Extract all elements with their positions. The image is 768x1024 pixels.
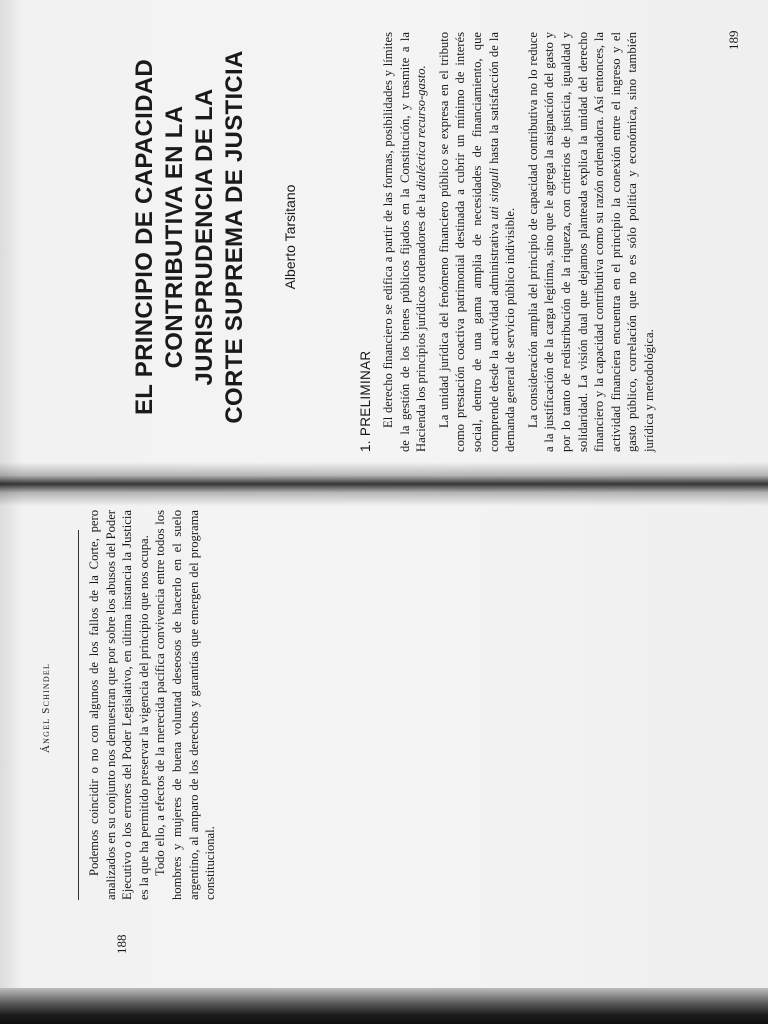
right-page bbox=[130, 22, 750, 452]
chapter-author: Alberto Tarsitano bbox=[282, 184, 298, 290]
left-page bbox=[18, 498, 248, 968]
paragraph-1-text: El derecho financiero se edifica a partir de las formas, posibilidades y límites de la gestión de los bienes públicos fijados en la Constitución, y trasmite a la Hacienda los principios jurídicos ordenadores de la bbox=[381, 32, 429, 452]
left-page-body bbox=[86, 510, 219, 900]
scanner-edge bbox=[0, 988, 768, 1024]
right-page-body bbox=[380, 32, 658, 452]
right-page-number: 189 bbox=[726, 30, 741, 50]
running-header-author: Ángel Schindel bbox=[40, 662, 52, 753]
right-paragraph-1 bbox=[380, 32, 430, 452]
section-heading: 1. PRELIMINAR bbox=[358, 350, 373, 452]
left-page-number: 188 bbox=[114, 934, 129, 954]
paragraph-1-italic: dialéctica recurso-gasto. bbox=[414, 65, 429, 191]
paragraph-2-text-b: hasta la satisfacción de la demanda general de servicio público indivisible. bbox=[486, 32, 518, 452]
title-line-3: JURISPRUDENCIA DE LA bbox=[191, 88, 218, 386]
left-paragraph-1: Podemos coincidir o no con algunos de los fallos de la Corte, pero analizados en su conjunto nos demuestran que por sobre los abusos del Poder Ejecutivo o los errores del Poder Legislativo, en última instancia la Justicia es la que ha permitido preservar la vigencia del principio que nos ocupa. bbox=[87, 510, 151, 900]
chapter-title bbox=[130, 22, 250, 452]
left-paragraph-2: Todo ello, a efectos de la merecida pacífica convivencia entre todos los hombres y mujeres de buena voluntad deseosos de hacerlo en el suelo argentino, al amparo de los derechos y garantías que emergen del programa constitucional. bbox=[153, 510, 218, 900]
title-line-4: CORTE SUPREMA DE JUSTICIA bbox=[221, 50, 248, 424]
title-line-1: EL PRINCIPIO DE CAPACIDAD bbox=[131, 59, 158, 415]
title-line-2: CONTRIBUTIVA EN LA bbox=[161, 105, 188, 369]
right-paragraph-2 bbox=[436, 32, 519, 452]
right-paragraph-3: La consideración amplia del principio de capacidad contributiva no lo reduce a la justificación de la carga legítima, sino que le agrega la asignación del gasto y por lo tanto de redistribución de la riqueza, con criterios de justicia, igualdad y solidaridad. La visión dual que dejamos planteada explica la unidad del derecho financiero y la capacidad contributiva como su razón ordenadora. Así entonces, la actividad financiera encuentra en el principio la conexión entre el ingreso y el gasto público, correlación que no es sólo política y económica, sino también jurídica y metodológica. bbox=[525, 32, 656, 452]
paragraph-2-italic: uti singuli bbox=[486, 167, 501, 220]
paragraph-2-text-a: La unidad jurídica del fenómeno financiero público se expresa en el tributo como prestación coactiva patrimonial destinada a cubrir un mínimo de interés social, dentro de una gama amplia de necesidades de financiamiento, que comprende desde la actividad administrativa bbox=[436, 32, 501, 452]
header-rule bbox=[78, 530, 79, 900]
